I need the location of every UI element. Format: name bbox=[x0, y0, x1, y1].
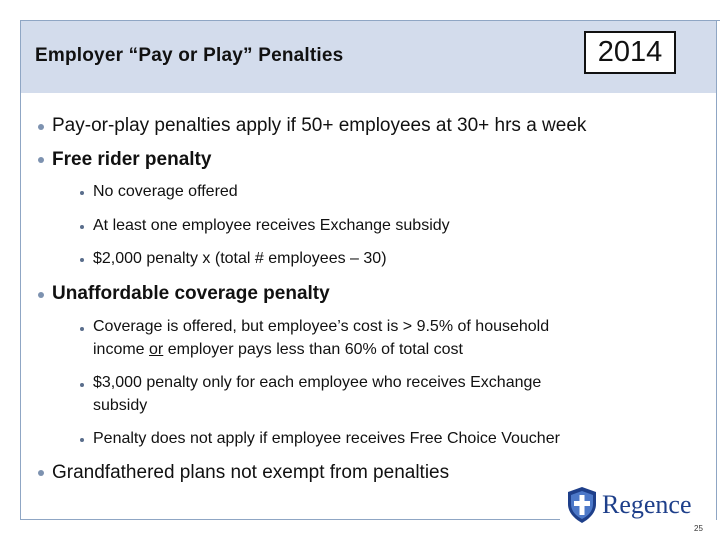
sub-bullet-dot bbox=[80, 191, 84, 195]
sub-bullet-dot bbox=[80, 383, 84, 387]
sub-bullet-3000-penalty-l1: $3,000 penalty only for each employee who receives Exchange bbox=[93, 374, 542, 391]
sub-bullet-no-coverage: No coverage offered bbox=[93, 183, 238, 200]
bullet-pay-or-play: Pay-or-play penalties apply if 50+ employees at 30+ hrs a week bbox=[52, 115, 587, 136]
page-number: 25 bbox=[694, 524, 703, 533]
bullet-dot bbox=[38, 470, 44, 476]
sub-bullet-coverage-offered-l1: Coverage is offered, but employee’s cost is > 9.5% of household bbox=[93, 318, 550, 335]
sub-bullet-free-choice-voucher: Penalty does not apply if employee receives Free Choice Voucher bbox=[93, 430, 560, 447]
sub-bullet-2000-penalty: $2,000 penalty x (total # employees – 30) bbox=[93, 250, 387, 267]
frame-bottom-edge bbox=[20, 519, 560, 520]
sub-bullet-dot bbox=[80, 225, 84, 229]
sub-bullet-dot bbox=[80, 327, 84, 331]
bullet-dot bbox=[38, 124, 44, 130]
bullet-dot bbox=[38, 157, 44, 163]
sub-bullet-exchange-subsidy: At least one employee receives Exchange subsidy bbox=[93, 217, 450, 234]
frame-right-edge bbox=[716, 20, 717, 520]
sub-bullet-dot bbox=[80, 438, 84, 442]
text-run: income bbox=[93, 341, 150, 358]
bullet-unaffordable: Unaffordable coverage penalty bbox=[52, 283, 330, 304]
sub-bullet-coverage-offered-l2 bbox=[93, 341, 463, 359]
regence-logo-text: Regence bbox=[602, 490, 692, 519]
bullet-dot bbox=[38, 292, 44, 298]
underlined-or: or bbox=[149, 341, 164, 358]
sub-bullet-3000-penalty-l2: subsidy bbox=[93, 397, 148, 414]
sub-bullet-dot bbox=[80, 258, 84, 262]
bullet-free-rider: Free rider penalty bbox=[52, 149, 212, 170]
bullet-grandfathered: Grandfathered plans not exempt from penalties bbox=[52, 462, 450, 483]
year-box bbox=[584, 31, 676, 74]
regence-shield-icon bbox=[566, 486, 598, 524]
year-label: 2014 bbox=[597, 36, 663, 68]
slide-title: Employer “Pay or Play” Penalties bbox=[35, 45, 344, 66]
text-run: employer pays less than 60% of total cost bbox=[163, 341, 463, 358]
